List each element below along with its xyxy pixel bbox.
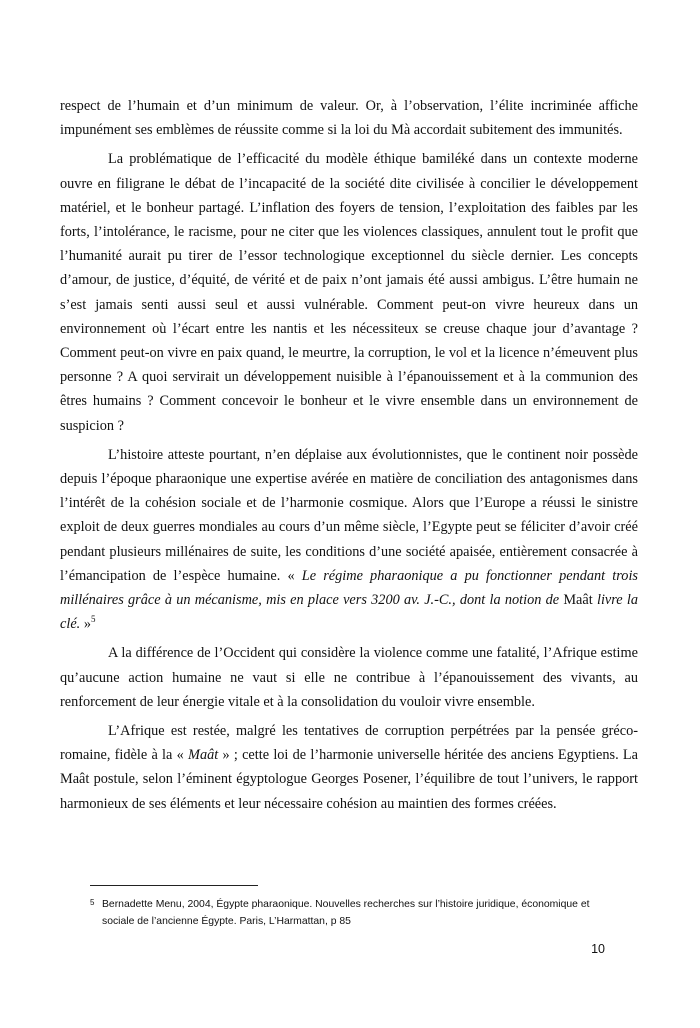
body-text <box>60 94 638 821</box>
paragraph-4-text: A la différence de l’Occident qui considère la violence comme une fatalité, l’Afrique estime qu’aucune action humaine ne vaut si elle ne contribue à l’épanouissement des vivants, au renforcement de leur énergie vitale et à la consolidation du vouloir vivre ensemble. <box>60 645 638 710</box>
paragraph-4 <box>60 641 638 714</box>
quote-italic-end: livre la clé. <box>60 592 638 633</box>
paragraph-5-text: L’Afrique est restée, malgré les tentatives de corruption perpétrées par la pensée gréco-romaine, fidèle à la « <box>60 723 638 764</box>
paragraph-1 <box>60 94 638 142</box>
footnote-separator <box>90 885 258 886</box>
quote-italic: Le régime pharaonique a pu fonctionner pendant trois millénaires grâce à un mécanisme, mis en place vers 3200 av. J.-C., dont la notion de <box>60 567 638 609</box>
footnote <box>90 896 610 930</box>
paragraph-2-text: La problématique de l’efficacité du modèle éthique bamiléké dans un contexte moderne ouvre en filigrane le débat de l’incapacité de la société dite civilisée à concilier le développement matériel, et le bonheur partagé. L’inflation des foyers de tension, l’exploitation des faibles par les forts, l’intolérance, le racisme, pour ne citer que les violences classiques, annulent tout le profit que l’humanité aurait pu tirer de l’essor technologique exceptionnel du siècle dernier. Les concepts d’amour, de justice, d’équité, de vérité et de paix n’ont jamais été aussi ambigus. L’être humain ne s’est jamais senti aussi seul et aussi vulnérable. Comment peut-on vivre heureux dans un environnement où l’écart entre les nantis et les nécessiteux se creuse chaque jour d’avantage ? Comment peut-on vivre en paix quand, le meurtre, la corruption, le vol et la licence n’émeuvent plus personne ? A quoi servirait un développement nuisible à l’épanouissement et à la communion des êtres humains ? Comment concevoir le bonheur et le vivre ensemble dans un environnement de suspicion ? <box>60 151 638 434</box>
maat-italic: Maât <box>188 747 219 764</box>
quote-maat: Maât <box>563 592 593 609</box>
footnote-ref: 5 <box>90 614 96 625</box>
paragraph-2 <box>60 147 638 437</box>
paragraph-1-text: respect de l’humain et d’un minimum de valeur. Or, à l’observation, l’élite incriminée affiche impunément ses emblèmes de réussite comme si la loi du Mà accordait subitement des immunités. <box>60 98 638 139</box>
page-number: 10 <box>591 942 605 956</box>
paragraph-5 <box>60 719 638 816</box>
paragraph-5-end: » ; cette loi de l’harmonie universelle héritée des anciens Egyptiens. La Maât postule, selon l’éminent égyptologue Georges Posener, l’équilibre de tout l’univers, le rapport harmonieux de ses éléments et leur nécessaire cohésion au maintien des formes créées. <box>60 747 638 812</box>
paragraph-3-text: L’histoire atteste pourtant, n’en déplaise aux évolutionnistes, que le continent noir possède depuis l’époque pharaonique une expertise avérée en matière de conciliation des antagonismes dans l’intérêt de la cohésion sociale et de l’harmonie cosmique. Alors que l’Europe a réussi le sinistre exploit de deux guerres mondiales au cours d’un même siècle, l’Egypte peut se féliciter d’avoir créé pendant plusieurs millénaires de suite, les conditions d’une société apaisée, entièrement consacrée à l’émancipation de l’espèce humaine. « <box>60 446 638 584</box>
quote-close: » <box>80 616 91 633</box>
footnote-text: Bernadette Menu, 2004, Égypte pharaonique. Nouvelles recherches sur l’histoire juridique, économique et sociale de l’ancienne Égypte. Paris, L’Harmattan, p 85 <box>102 899 590 927</box>
footnote-number: 5 <box>90 898 95 907</box>
paragraph-3 <box>60 443 638 637</box>
